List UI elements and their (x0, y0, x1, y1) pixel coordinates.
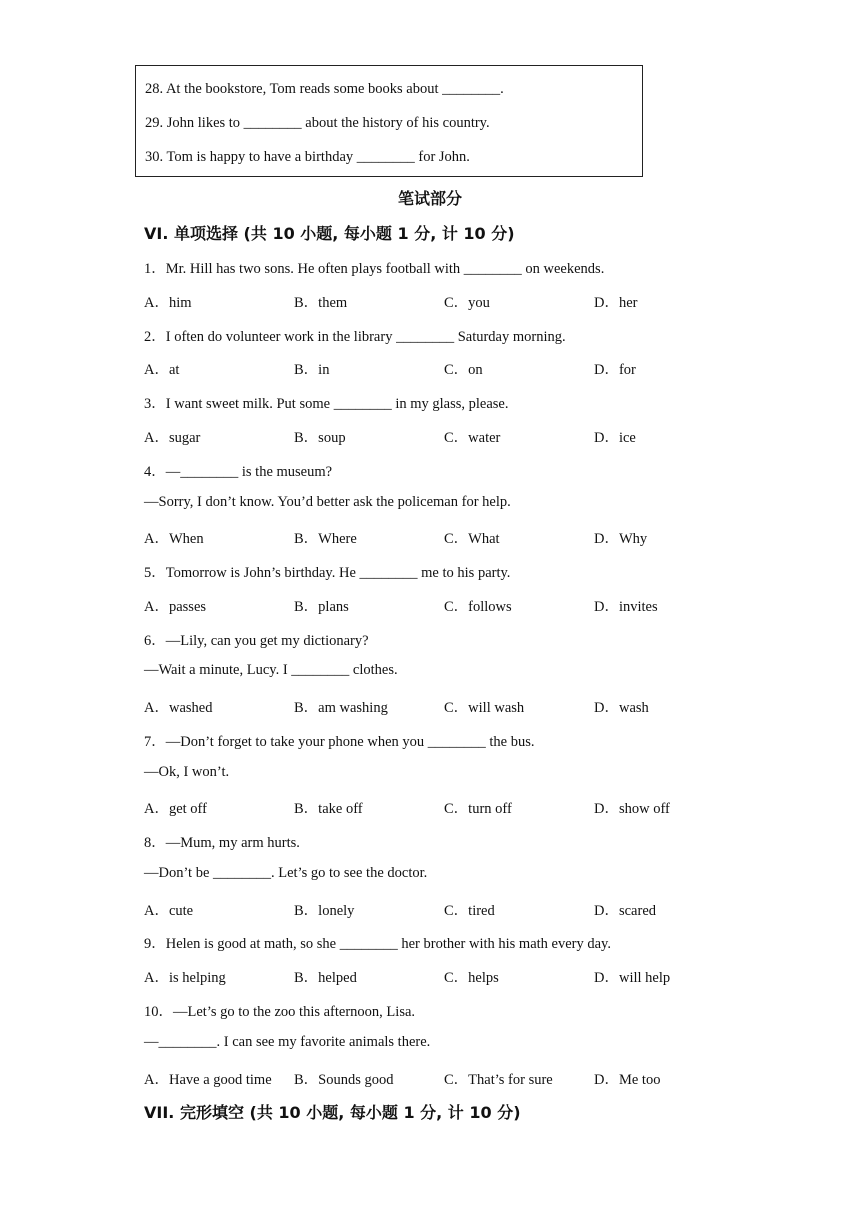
question-2-option-b: B．in (294, 362, 330, 378)
question-10-stem: 10．—Let’s go to the zoo this afternoon, Lisa. (144, 1004, 416, 1020)
question-10-option-d: D．Me too (594, 1072, 661, 1088)
question-3-option-a: A．sugar (144, 430, 201, 446)
question-9-option-d: D．will help (594, 970, 671, 986)
question-4-option-a: A．When (144, 531, 204, 547)
question-6-option-b: B．am washing (294, 700, 388, 716)
question-28: 28. At the bookstore, Tom reads some books about ________. (145, 81, 504, 97)
question-7-option-c: C．turn off (444, 801, 512, 817)
question-3-option-b: B．soup (294, 430, 346, 446)
question-4-reply: —Sorry, I don’t know. You’d better ask the policeman for help. (144, 494, 511, 510)
question-8-option-b: B．lonely (294, 903, 355, 919)
question-7-stem: 7．—Don’t forget to take your phone when you ________ the bus. (144, 734, 535, 750)
question-10-option-b: B．Sounds good (294, 1072, 394, 1088)
question-8-option-d: D．scared (594, 903, 657, 919)
question-9-option-a: A．is helping (144, 970, 226, 986)
question-4-stem: 4．—________ is the museum? (144, 464, 333, 480)
question-6-reply: —Wait a minute, Lucy. I ________ clothes. (144, 662, 398, 678)
question-1-option-a: A．him (144, 295, 192, 311)
question-5-option-b: B．plans (294, 599, 349, 615)
question-30: 30. Tom is happy to have a birthday ________ for John. (145, 149, 470, 165)
question-10-reply: —________. I can see my favorite animals there. (144, 1034, 431, 1050)
question-6-option-c: C．will wash (444, 700, 525, 716)
question-9-stem: 9．Helen is good at math, so she ________ her brother with his math every day. (144, 936, 611, 952)
question-6-option-d: D．wash (594, 700, 649, 716)
question-9-option-b: B．helped (294, 970, 357, 986)
question-7-option-a: A．get off (144, 801, 207, 817)
written-part-title: 笔试部分 (397, 189, 462, 208)
listening-questions-box (135, 65, 643, 177)
question-2-option-d: D．for (594, 362, 636, 378)
question-8-stem: 8．—Mum, my arm hurts. (144, 835, 300, 851)
question-6-stem: 6．—Lily, can you get my dictionary? (144, 633, 369, 649)
question-4-option-b: B．Where (294, 531, 357, 547)
question-7-option-b: B．take off (294, 801, 363, 817)
question-6-option-a: A．washed (144, 700, 213, 716)
question-3-option-c: C．water (444, 430, 501, 446)
question-8-option-c: C．tired (444, 903, 495, 919)
question-10-option-c: C．That’s for sure (444, 1072, 553, 1088)
question-5-option-a: A．passes (144, 599, 207, 615)
question-1-option-c: C．you (444, 295, 490, 311)
section-6-title: VI. 单项选择 (共 10 小题, 每小题 1 分, 计 10 分) (144, 224, 515, 243)
question-7-reply: —Ok, I won’t. (144, 764, 230, 780)
question-8-reply: —Don’t be ________. Let’s go to see the doctor. (144, 865, 428, 881)
question-1-option-b: B．them (294, 295, 348, 311)
question-4-option-d: D．Why (594, 531, 648, 547)
question-3-stem: 3．I want sweet milk. Put some ________ in my glass, please. (144, 396, 509, 412)
question-29: 29. John likes to ________ about the history of his country. (145, 115, 490, 131)
question-3-option-d: D．ice (594, 430, 636, 446)
question-9-option-c: C．helps (444, 970, 499, 986)
question-2-option-a: A．at (144, 362, 180, 378)
section-7-title: VII. 完形填空 (共 10 小题, 每小题 1 分, 计 10 分) (144, 1103, 521, 1122)
question-2-stem: 2．I often do volunteer work in the library ________ Saturday morning. (144, 329, 566, 345)
question-1-option-d: D．her (594, 295, 638, 311)
question-5-option-d: D．invites (594, 599, 658, 615)
question-4-option-c: C．What (444, 531, 500, 547)
question-8-option-a: A．cute (144, 903, 194, 919)
question-2-option-c: C．on (444, 362, 483, 378)
question-5-option-c: C．follows (444, 599, 512, 615)
question-7-option-d: D．show off (594, 801, 670, 817)
question-1-stem: 1．Mr. Hill has two sons. He often plays football with ________ on weekends. (144, 261, 605, 277)
question-10-option-a: A．Have a good time (144, 1072, 272, 1088)
question-5-stem: 5．Tomorrow is John’s birthday. He ________ me to his party. (144, 565, 511, 581)
